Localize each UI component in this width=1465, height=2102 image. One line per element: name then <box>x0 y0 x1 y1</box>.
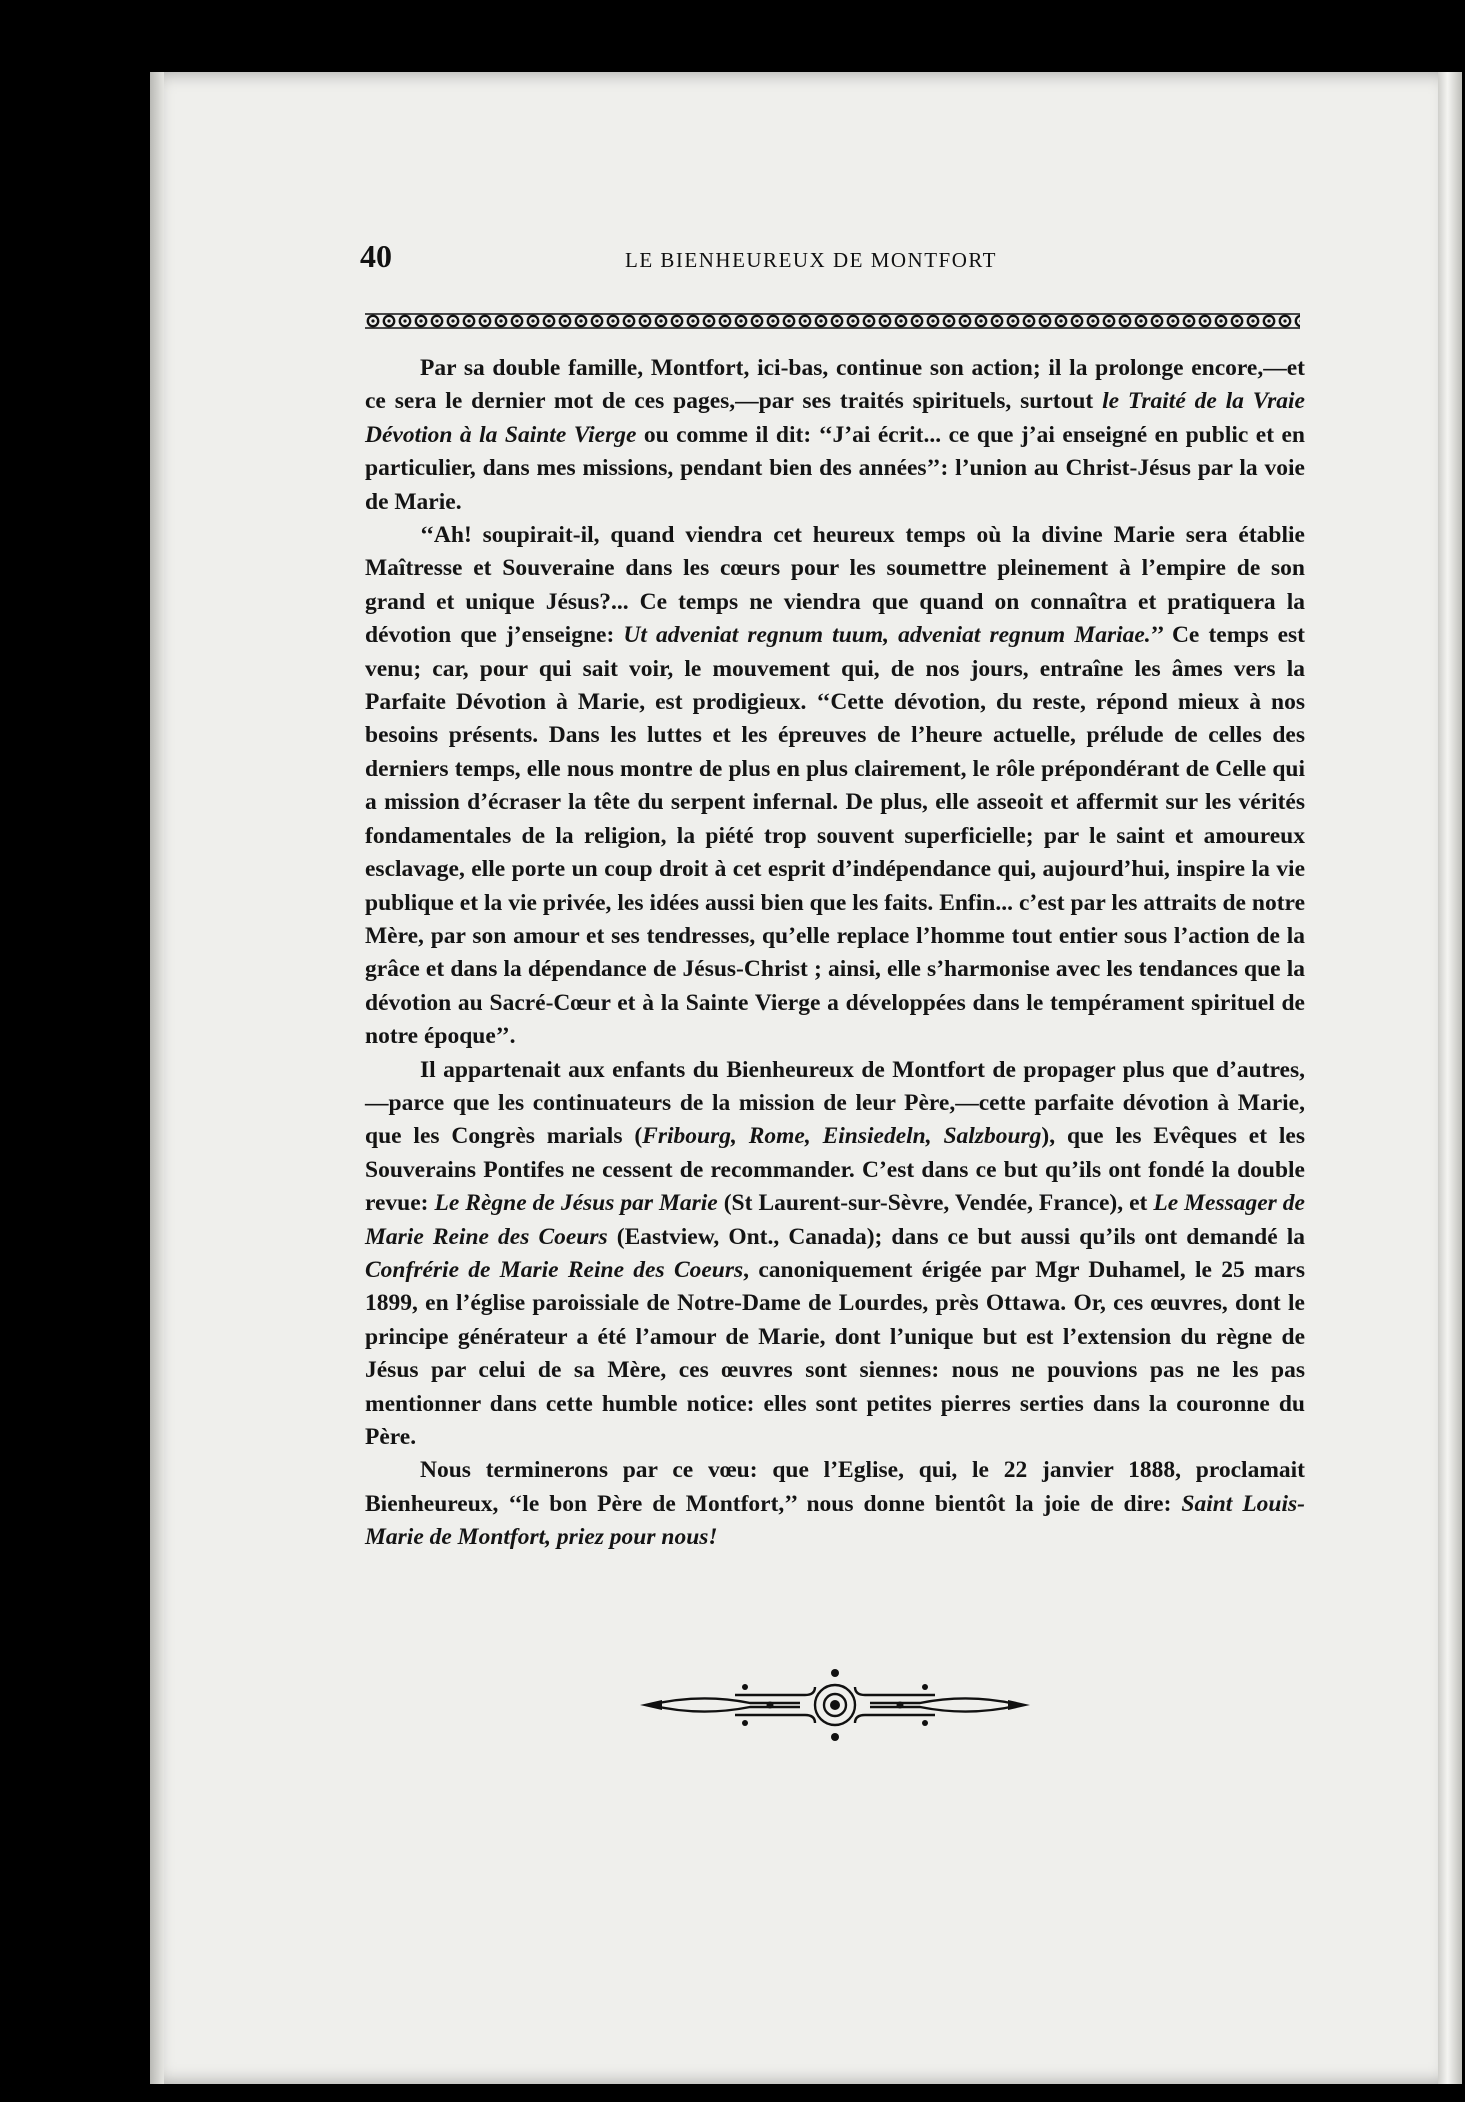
page-fore-edge <box>1438 72 1462 2084</box>
page-number: 40 <box>360 238 392 274</box>
paragraph <box>365 1454 1305 1554</box>
paragraph <box>365 352 1305 519</box>
page-header <box>360 238 1300 278</box>
paragraph <box>365 519 1305 1054</box>
text-run: ), que les Evêques et les Souverains Pontifes ne cessent de recommander. C’est dans ce but qu’ils ont fondé la double revue: <box>365 1123 1305 1217</box>
italic-run: Ut adveniat regnum tuum, adveniat regnum Mariae. <box>623 622 1151 649</box>
italic-run: Le Messager de Marie Reine des Coeurs <box>365 1190 1305 1250</box>
italic-run: Le Règne de Jésus par Marie <box>434 1190 718 1217</box>
text-run: ’’ Ce temps est venu; car, pour qui sait voir, le mouvement qui, de nos jours, entraîne les âmes vers la Parfaite Dévotion à Marie, est prodigieux. ‘‘Cette dévotion, du reste, répond mieux à nos besoins présents. Dans les luttes et les épreuves de l’heure actuelle, prélude de celles des derniers temps, elle nous montre de plus en plus clairement, le rôle prépondérant de Celle qui a mission d’écraser la tête du serpent infernal. De plus, elle asseoit et affermit sur les vérités fondamentales de la religion, la piété trop souvent superficielle; par le saint et amoureux esclavage, elle porte un coup droit à cet esprit d’indépendance qui, aujourd’hui, inspire la vie publique et la vie privée, les idées aussi bien que les faits. Enfin... c’est par les attraits de notre Mère, par son amour et ses tendresses, qu’elle replace l’homme tout entier sous l’action de la grâce et dans la dépendance de Jésus-Christ ; ainsi, elle s’harmonise avec les tendances que la dévotion au Sacré-Cœur et à la Sainte Vierge a développées dans le tempérament spirituel de notre époque’’. <box>365 622 1305 1050</box>
text-run: (St Laurent-sur-Sèvre, Vendée, France), et <box>717 1190 1154 1217</box>
header-ornament-band <box>365 312 1300 330</box>
page-binding-edge <box>150 72 164 2084</box>
running-head: LE BIENHEUREUX DE MONTFORT <box>625 248 997 272</box>
text-run: Par sa double famille, Montfort, ici-bas, continue son action; il la prolonge encore,—et ce sera le dernier mot de ces pages,—par ses traités spirituels, surtout <box>365 355 1305 415</box>
paragraph <box>365 1054 1305 1455</box>
italic-run: Fribourg, Rome, Einsiedeln, Salzbourg <box>642 1123 1042 1150</box>
italic-run: Confrérie de Marie Reine des Coeurs <box>365 1256 744 1283</box>
end-ornament <box>640 1665 1030 1745</box>
text-run: Il appartenait aux enfants du Bienheureux de Montfort de propager plus que d’autres,—parce que les continuateurs de la mission de leur Père,—cette parfaite dévotion à Marie, que les Congrès marials ( <box>365 1056 1305 1150</box>
text-run: ou comme il dit: ‘‘J’ai écrit... ce que j’ai enseigné en public et en particulier, dans mes missions, pendant bien des années’’: l’union au Christ-Jésus par la voie de Marie. <box>365 421 1305 515</box>
italic-run: le Traité de la Vraie Dévotion à la Sainte Vierge <box>365 388 1305 448</box>
text-run: (Eastview, Ont., Canada); dans ce but aussi qu’ils ont demandé la <box>607 1223 1305 1250</box>
italic-run: Saint Louis-Marie de Montfort, priez pour nous! <box>365 1490 1305 1551</box>
text-run: , canoniquement érigée par Mgr Duhamel, le 25 mars 1899, en l’église paroissiale de Notre-Dame de Lourdes, près Ottawa. Or, ces œuvres, dont le principe générateur a été l’amour de Marie, dont l’unique but est l’extension du règne de Jésus par celui de sa Mère, ces œuvres sont siennes: nous ne pouvions pas ne les pas mentionner dans cette humble notice: elles sont petites pierres serties dans la couronne du Père. <box>365 1256 1306 1450</box>
text-run: Nous terminerons par ce vœu: que l’Eglise, qui, le 22 janvier 1888, proclamait Bienheureux, ‘‘le bon Père de Montfort,’’ nous donne bientôt la joie de dire: <box>365 1457 1305 1517</box>
text-run: ‘‘Ah! soupirait-il, quand viendra cet heureux temps où la divine Marie sera établie Maîtresse et Souveraine dans les cœurs pour les soumettre pleinement à l’empire de son grand et unique Jésus?... Ce temps ne viendra que quand on connaîtra et pratiquera la dévotion que j’enseigne: <box>365 522 1305 649</box>
body-text <box>365 352 1305 1555</box>
